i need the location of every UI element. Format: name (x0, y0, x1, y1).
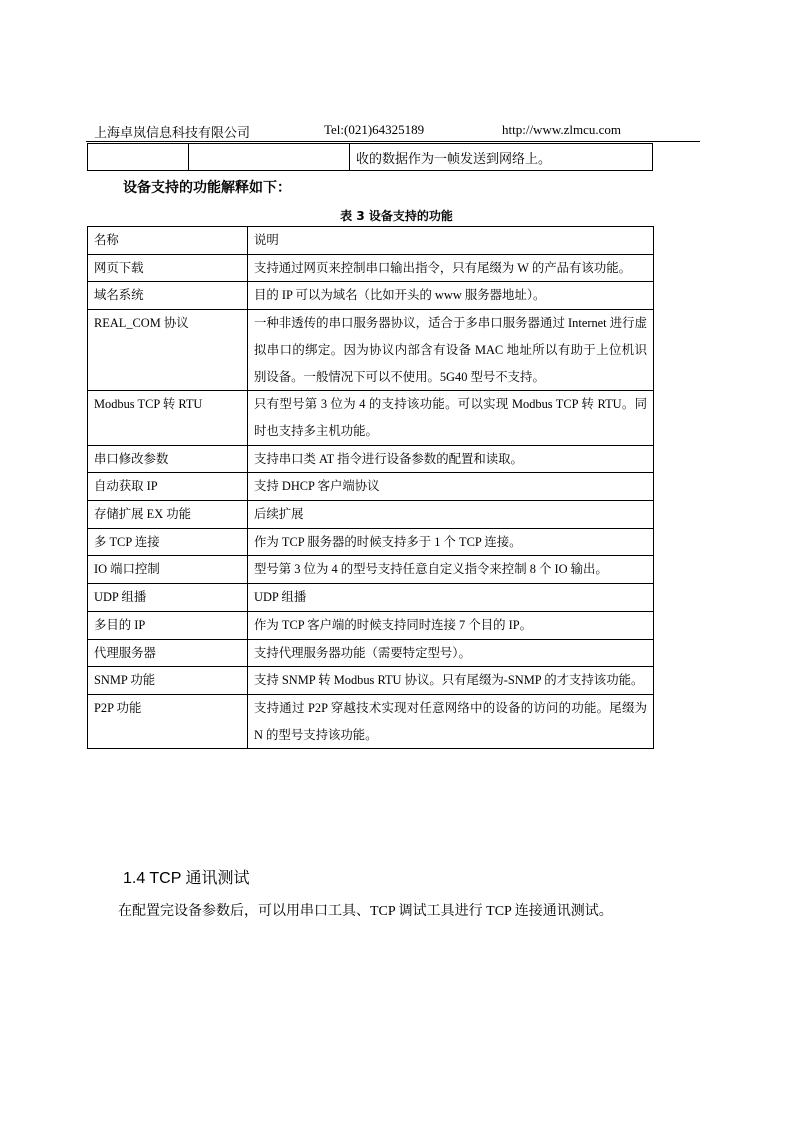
table-row (88, 584, 654, 612)
header-url: http://www.zlmcu.com (502, 122, 622, 137)
table-row (88, 501, 654, 529)
column-header: 说明 (248, 227, 654, 255)
table-caption: 表 3 设备支持的功能 (340, 209, 453, 223)
table-row (88, 310, 654, 391)
feature-description: 目的 IP 可以为域名（比如开头的 www 服务器地址）。 (248, 282, 654, 310)
table-row (88, 391, 654, 445)
feature-description: 支持通过网页来控制串口输出指令，只有尾缀为 W 的产品有该功能。 (248, 254, 654, 282)
feature-description: 只有型号第 3 位为 4 的支持该功能。可以实现 Modbus TCP 转 RTU。同时也支持多主机功能。 (248, 391, 654, 445)
body-paragraph: 在配置完设备参数后，可以用串口工具、TCP 调试工具进行 TCP 连接通讯测试。 (118, 904, 613, 919)
feature-description: 作为 TCP 服务器的时候支持多于 1 个 TCP 连接。 (248, 528, 654, 556)
feature-name: REAL_COM 协议 (88, 310, 248, 391)
feature-description: 后续扩展 (248, 501, 654, 529)
header-company: 上海卓岚信息科技有限公司 (94, 125, 251, 140)
continued-table (87, 143, 653, 171)
table-row (88, 667, 654, 695)
feature-name: UDP 组播 (88, 584, 248, 612)
feature-description: 支持串口类 AT 指令进行设备参数的配置和读取。 (248, 445, 654, 473)
section-heading: 1.4 TCP 通讯测试 (123, 870, 250, 887)
feature-name: 网页下载 (88, 254, 248, 282)
table-header-row (88, 227, 654, 255)
table-row (88, 473, 654, 501)
table-cell (189, 144, 350, 171)
feature-description: 作为 TCP 客户端的时候支持同时连接 7 个目的 IP。 (248, 611, 654, 639)
feature-name: 自动获取 IP (88, 473, 248, 501)
feature-name: IO 端口控制 (88, 556, 248, 584)
feature-description: 支持代理服务器功能（需要特定型号）。 (248, 639, 654, 667)
feature-name: SNMP 功能 (88, 667, 248, 695)
table-row (88, 611, 654, 639)
table-row (88, 556, 654, 584)
page-header (94, 120, 700, 142)
feature-description: 支持 SNMP 转 Modbus RTU 协议。只有尾缀为-SNMP 的才支持该功能。 (248, 667, 654, 695)
feature-name: 代理服务器 (88, 639, 248, 667)
feature-name: 多目的 IP (88, 611, 248, 639)
feature-description: 支持通过 P2P 穿越技术实现对任意网络中的设备的访问的功能。尾缀为 N 的型号支持该功能。 (248, 694, 654, 748)
table-row (88, 639, 654, 667)
header-tel: Tel:(021)64325189 (324, 122, 425, 137)
table-row (88, 445, 654, 473)
table-cell: 收的数据作为一帧发送到网络上。 (350, 144, 653, 171)
feature-description: 一种非透传的串口服务器协议，适合于多串口服务器通过 Internet 进行虚拟串口的绑定。因为协议内部含有设备 MAC 地址所以有助于上位机识别设备。一般情况下可以不使用。5G40 型号不支持。 (248, 310, 654, 391)
feature-description: 支持 DHCP 客户端协议 (248, 473, 654, 501)
feature-name: 串口修改参数 (88, 445, 248, 473)
feature-description: 型号第 3 位为 4 的型号支持任意自定义指令来控制 8 个 IO 输出。 (248, 556, 654, 584)
feature-description: UDP 组播 (248, 584, 654, 612)
table-row (88, 694, 654, 748)
feature-name: 多 TCP 连接 (88, 528, 248, 556)
section-intro: 设备支持的功能解释如下： (123, 180, 291, 196)
table-cell (88, 144, 189, 171)
feature-name: P2P 功能 (88, 694, 248, 748)
table-row (88, 144, 653, 171)
table-row (88, 282, 654, 310)
feature-name: 域名系统 (88, 282, 248, 310)
function-table (87, 226, 654, 749)
column-header: 名称 (88, 227, 248, 255)
table-row (88, 528, 654, 556)
feature-name: 存储扩展 EX 功能 (88, 501, 248, 529)
table-row (88, 254, 654, 282)
header-rule (86, 141, 700, 142)
feature-name: Modbus TCP 转 RTU (88, 391, 248, 445)
